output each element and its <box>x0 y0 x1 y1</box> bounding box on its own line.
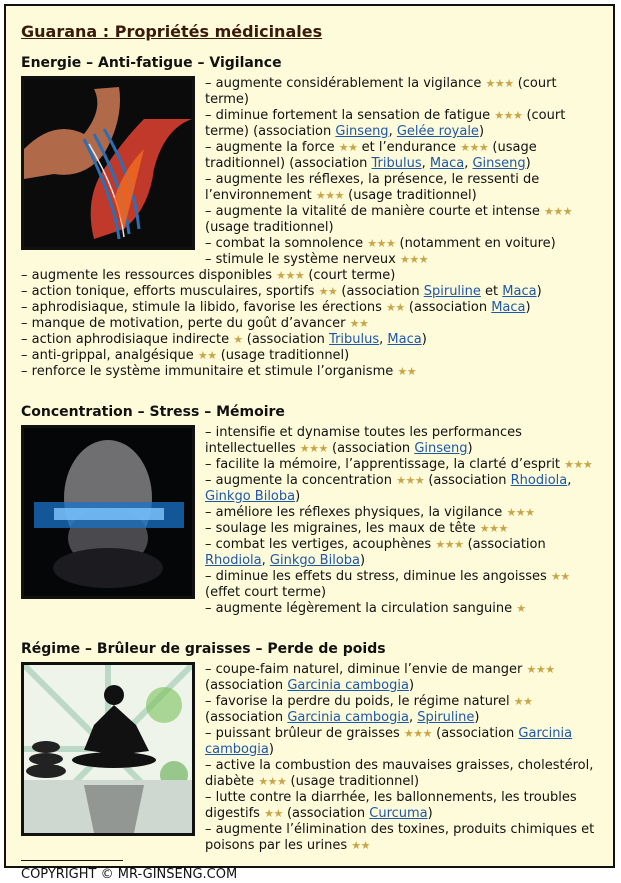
rating-stars-icon: ★★★ <box>435 538 464 551</box>
list-item: – favorise la perdre du poids, le régime naturel ★★ (association Garcinia cambogia, Spiruline) <box>205 694 533 725</box>
rating-stars-icon: ★ <box>233 333 243 346</box>
rating-stars-icon: ★★ <box>386 301 405 314</box>
association-link[interactable]: Tribulus <box>371 156 422 171</box>
list-item: – améliore les réflexes physiques, la vigilance ★★★ <box>205 505 535 520</box>
association-link[interactable]: Tribulus <box>329 332 380 347</box>
association-link[interactable]: Garcinia cambogia <box>287 678 409 693</box>
rating-stars-icon: ★ <box>516 602 526 615</box>
list-item: – augmente les réflexes, la présence, le ressenti de l’environnement ★★★ (usage traditionnel) <box>205 172 540 203</box>
rating-stars-icon: ★★ <box>264 807 283 820</box>
association-link[interactable]: Maca <box>387 332 422 347</box>
association-link[interactable]: Maca <box>491 300 526 315</box>
section-regime <box>21 640 599 854</box>
rating-stars-icon: ★★ <box>197 349 217 362</box>
list-item: – augmente la force ★★ et l’endurance ★★★ (usage traditionnel) (association Tribulus, Maca, Ginseng) <box>205 140 537 171</box>
list-item: – lutte contre la diarrhée, les ballonnements, les troubles digestifs ★★ (association Curcuma) <box>205 790 577 821</box>
rating-stars-icon: ★★★ <box>399 253 429 266</box>
muscle-arm-icon <box>21 76 195 250</box>
rating-stars-icon: ★★★ <box>315 189 344 202</box>
rating-stars-icon: ★★★ <box>564 458 593 471</box>
rating-stars-icon: ★★ <box>550 570 570 583</box>
association-link[interactable]: Ginkgo Biloba <box>269 553 360 568</box>
section-heading: Energie – Anti-fatigue – Vigilance <box>21 55 282 71</box>
list-item: – puissant brûleur de graisses ★★★ (association Garcinia cambogia) <box>205 726 573 757</box>
list-item: – augmente considérablement la vigilance ★★★ (court terme) <box>205 76 557 107</box>
association-link[interactable]: Rhodiola <box>510 473 568 488</box>
list-item: – facilite la mémoire, l’apprentissage, la clarté d’esprit ★★★ <box>205 457 593 472</box>
association-link[interactable]: Ginkgo Biloba <box>205 489 296 504</box>
rating-stars-icon: ★★★ <box>367 237 396 250</box>
list-item: – augmente l’élimination des toxines, produits chimiques et poisons par les urines ★★ <box>205 822 595 853</box>
rating-stars-icon: ★★ <box>318 285 338 298</box>
list-item: – aphrodisiaque, stimule la libido, favorise les érections ★★ (association Maca) <box>21 300 531 315</box>
list-item: – diminue les effets du stress, diminue les angoisses ★★ (effet court terme) <box>205 569 570 600</box>
copyright-text: COPYRIGHT © MR-GINSENG.COM <box>21 867 238 882</box>
page-title: Guarana : Propriétés médicinales <box>21 22 323 41</box>
rating-stars-icon: ★★ <box>397 365 417 378</box>
list-item: – anti-grippal, analgésique ★★ (usage traditionnel) <box>21 348 350 363</box>
list-item: – renforce le système immunitaire et stimule l’organisme ★★ <box>21 364 417 379</box>
association-link[interactable]: Curcuma <box>369 806 428 821</box>
rating-stars-icon: ★★★ <box>299 442 328 455</box>
association-link[interactable]: Ginseng <box>472 156 526 171</box>
rating-stars-icon: ★★★ <box>258 775 287 788</box>
list-item: – augmente légèrement la circulation sanguine ★ <box>205 601 526 616</box>
association-link[interactable]: Spiruline <box>423 284 481 299</box>
list-item: – combat la somnolence ★★★ (notamment en voiture) <box>205 236 556 251</box>
rating-stars-icon: ★★★ <box>479 522 508 535</box>
list-item: – manque de motivation, perte du goût d’avancer ★★ <box>21 316 369 331</box>
rating-stars-icon: ★★★ <box>396 474 425 487</box>
section-energie <box>21 54 599 380</box>
glowing-face-icon <box>21 425 195 599</box>
list-item: – soulage les migraines, les maux de tête ★★★ <box>205 521 508 536</box>
list-item: – augmente la vitalité de manière courte et intense ★★★ (usage traditionnel) <box>205 204 573 235</box>
list-item: – stimule le système nerveux ★★★ <box>205 252 429 267</box>
association-link[interactable]: Garcinia cambogia <box>205 726 573 757</box>
section-heading: Concentration – Stress – Mémoire <box>21 404 285 420</box>
list-item: – augmente la concentration ★★★ (association Rhodiola, Ginkgo Biloba) <box>205 473 572 504</box>
list-item: – diminue fortement la sensation de fatigue ★★★ (court terme) (association Ginseng, Gelée royale) <box>205 108 566 139</box>
rating-stars-icon: ★★★ <box>276 269 305 282</box>
rating-stars-icon: ★★★ <box>485 77 514 90</box>
section-heading: Régime – Brûleur de graisses – Perde de poids <box>21 641 386 657</box>
association-link[interactable]: Ginseng <box>335 124 389 139</box>
rating-stars-icon: ★★★ <box>544 205 573 218</box>
rating-stars-icon: ★★ <box>351 839 370 852</box>
rating-stars-icon: ★★ <box>338 141 358 154</box>
rating-stars-icon: ★★★ <box>526 663 555 676</box>
list-item: – coupe-faim naturel, diminue l’envie de manger ★★★ (association Garcinia cambogia) <box>205 662 555 693</box>
association-link[interactable]: Rhodiola <box>205 553 262 568</box>
list-item: – augmente les ressources disponibles ★★★ (court terme) <box>21 268 396 283</box>
rating-stars-icon: ★★★ <box>506 506 535 519</box>
list-item: – active la combustion des mauvaises graisses, cholestérol, diabète ★★★ (usage traditionnel) <box>205 758 594 789</box>
list-item: – action tonique, efforts musculaires, sportifs ★★ (association Spiruline et Maca) <box>21 284 542 299</box>
meditation-silhouette-icon <box>21 662 195 836</box>
list-item: – intensifie et dynamise toutes les performances intellectuelles ★★★ (association Ginseng) <box>205 425 522 456</box>
divider <box>21 860 123 861</box>
association-link[interactable]: Gelée royale <box>396 124 479 139</box>
rating-stars-icon: ★★★ <box>494 109 523 122</box>
association-link[interactable]: Garcinia cambogia <box>287 710 409 725</box>
list-item: – combat les vertiges, acouphènes ★★★ (association Rhodiola, Ginkgo Biloba) <box>205 537 546 568</box>
rating-stars-icon: ★★ <box>513 695 533 708</box>
list-item: – action aphrodisiaque indirecte ★ (association Tribulus, Maca) <box>21 332 427 347</box>
association-link[interactable]: Maca <box>429 156 465 171</box>
content-card <box>4 4 615 882</box>
rating-stars-icon: ★★ <box>349 317 369 330</box>
association-link[interactable]: Maca <box>502 284 537 299</box>
rating-stars-icon: ★★★ <box>403 727 432 740</box>
rating-stars-icon: ★★★ <box>460 141 489 154</box>
association-link[interactable]: Ginseng <box>414 441 468 456</box>
section-concentration <box>21 403 599 617</box>
association-link[interactable]: Spiruline <box>417 710 475 725</box>
